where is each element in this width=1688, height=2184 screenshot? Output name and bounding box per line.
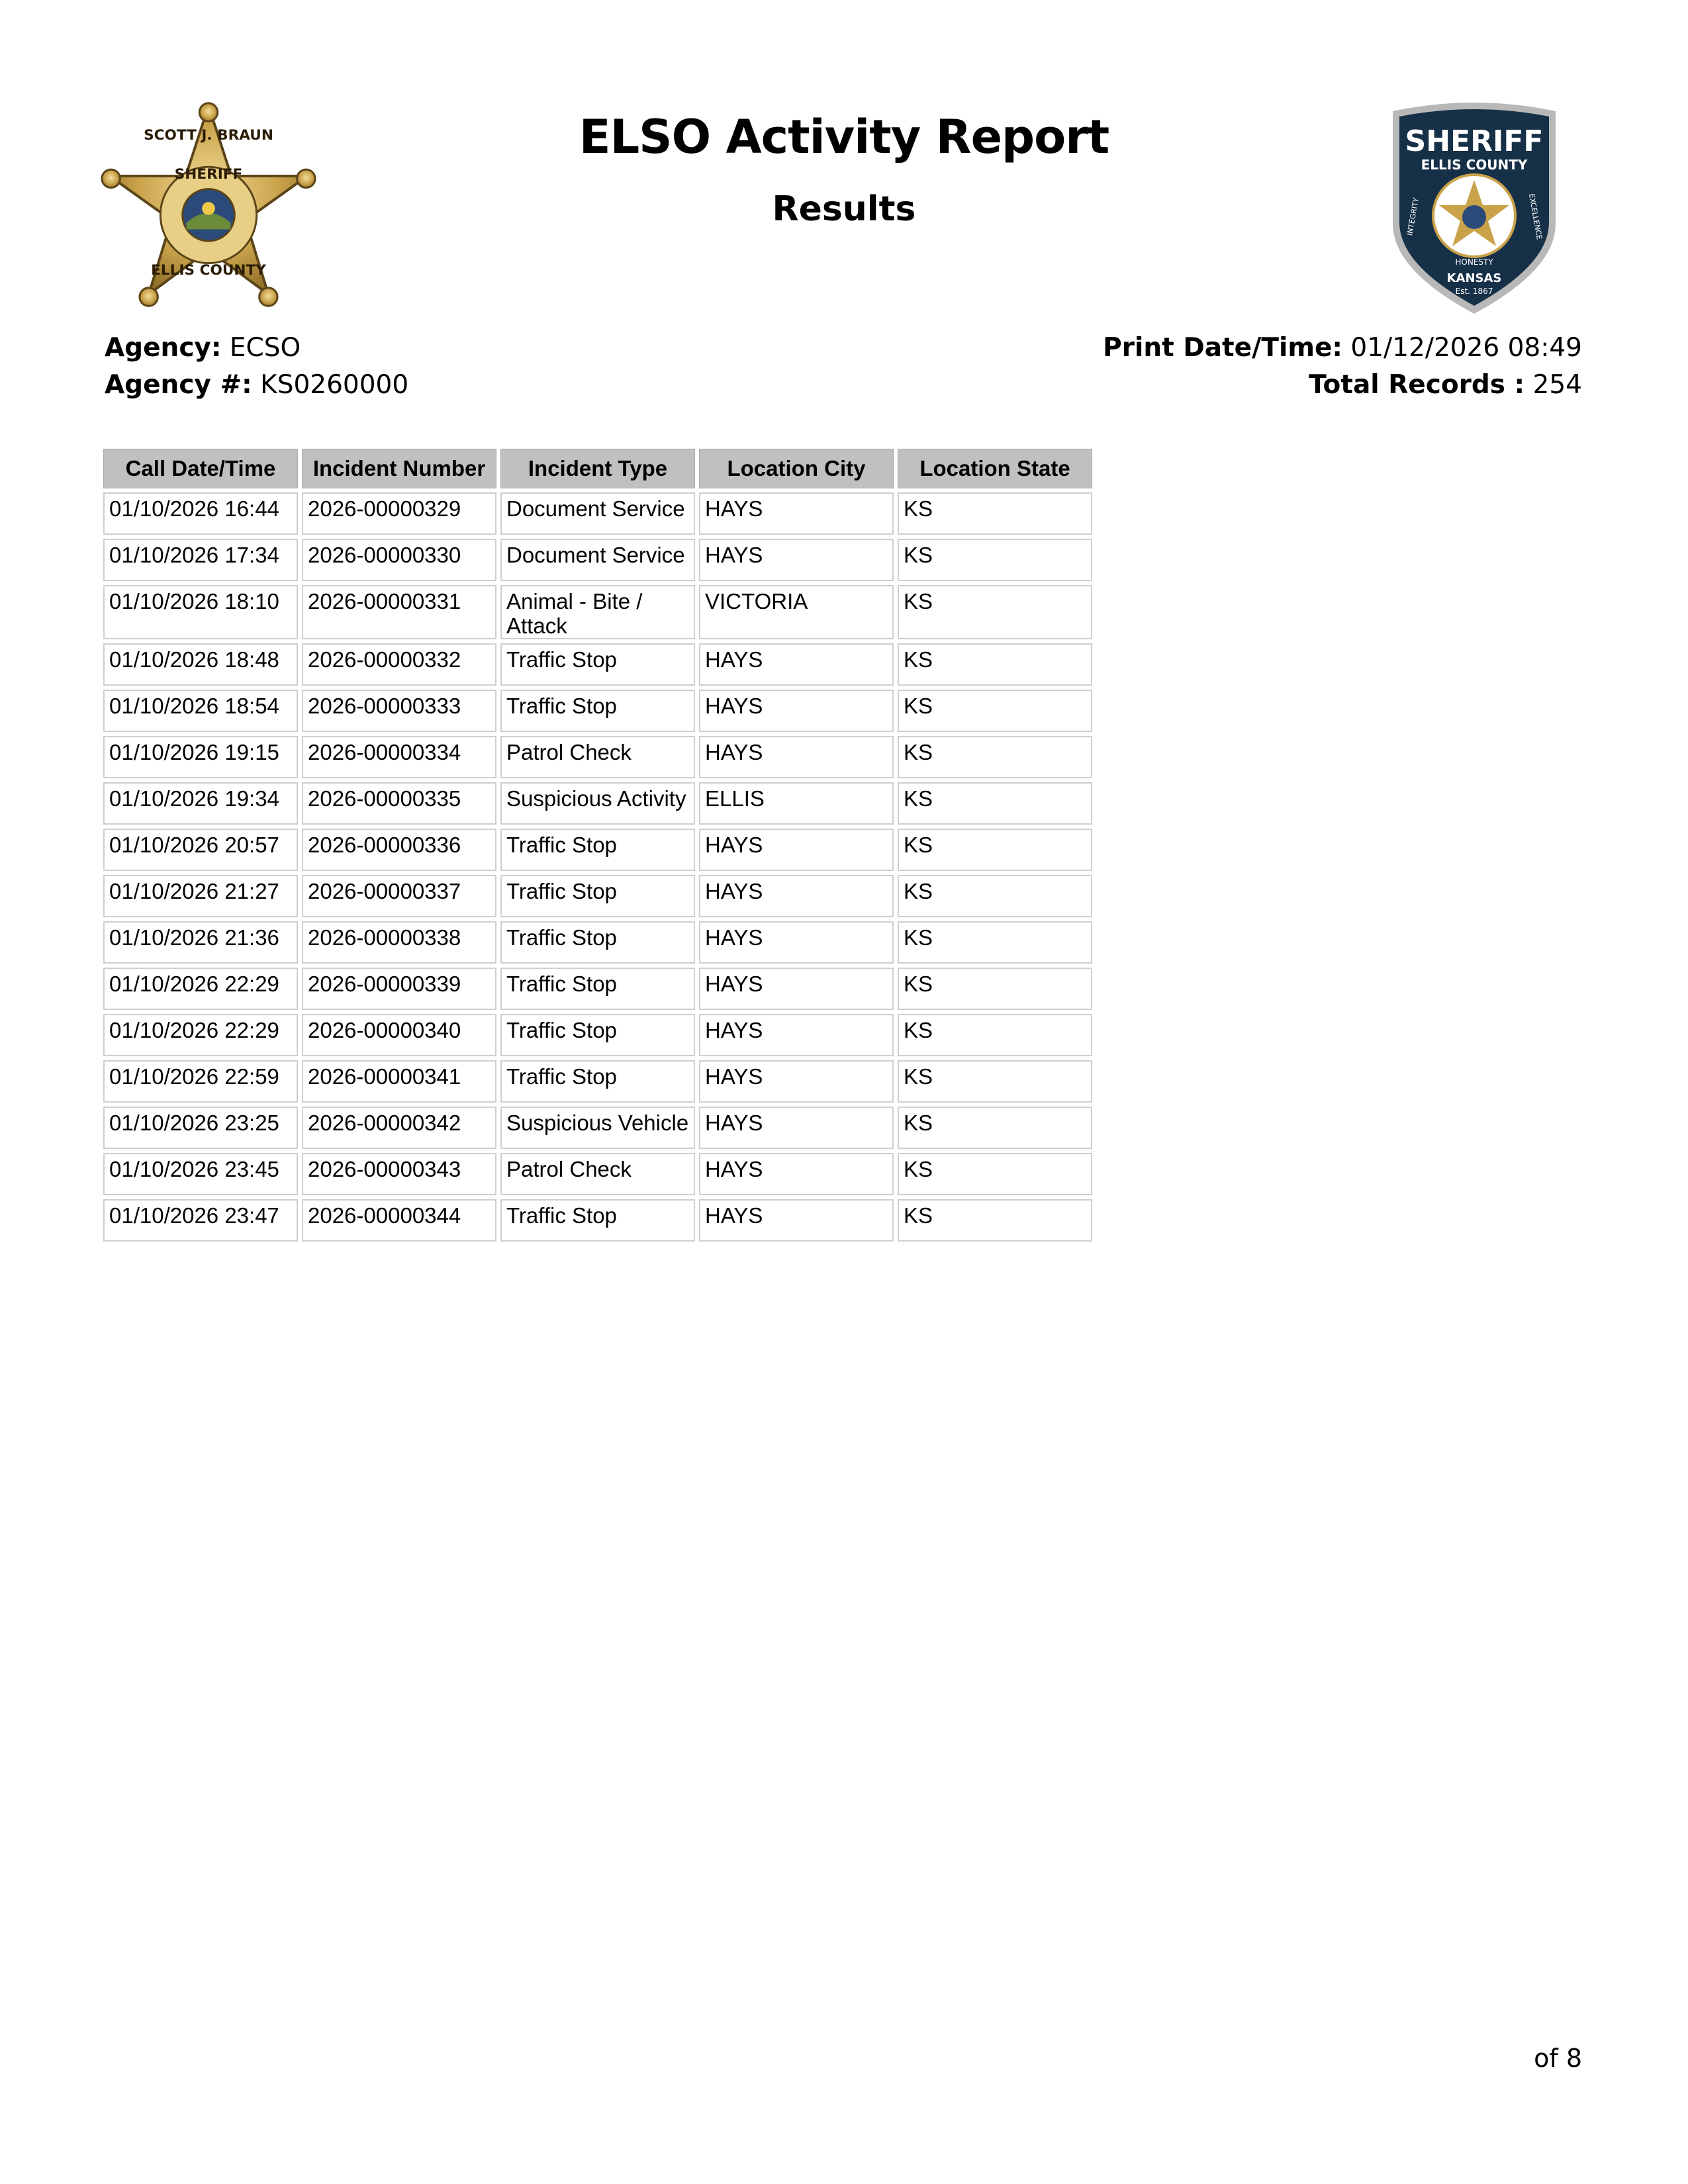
table-row	[103, 492, 1092, 535]
cell-incident-number: 2026-00000337	[302, 875, 496, 917]
cell-call-date: 01/10/2026 16:44	[103, 492, 298, 535]
column-header-incident-type: Incident Type	[500, 449, 695, 488]
table-row	[103, 1060, 1092, 1103]
cell-call-date: 01/10/2026 23:25	[103, 1107, 298, 1149]
cell-call-date: 01/10/2026 21:27	[103, 875, 298, 917]
agency-line	[105, 330, 408, 367]
badge-text-left: INTEGRITY	[1405, 197, 1421, 237]
badge-text-bottom: HONESTY	[1455, 257, 1493, 267]
activity-table	[99, 445, 1096, 1246]
table-row	[103, 875, 1092, 917]
star-text-top: SCOTT J. BRAUN	[144, 126, 273, 144]
cell-incident-number: 2026-00000343	[302, 1153, 496, 1195]
table-row	[103, 829, 1092, 871]
cell-incident-number: 2026-00000340	[302, 1014, 496, 1056]
cell-call-date: 01/10/2026 17:34	[103, 539, 298, 581]
cell-call-date: 01/10/2026 18:54	[103, 690, 298, 732]
cell-location-city: ELLIS	[699, 782, 894, 825]
table-row	[103, 736, 1092, 778]
cell-location-city: HAYS	[699, 829, 894, 871]
cell-location-city: HAYS	[699, 921, 894, 964]
cell-incident-type: Document Service	[500, 492, 695, 535]
cell-incident-type: Suspicious Vehicle	[500, 1107, 695, 1149]
cell-incident-type: Traffic Stop	[500, 921, 695, 964]
cell-location-state: KS	[898, 1107, 1092, 1149]
cell-location-state: KS	[898, 736, 1092, 778]
cell-location-state: KS	[898, 492, 1092, 535]
cell-location-state: KS	[898, 782, 1092, 825]
cell-location-city: HAYS	[699, 539, 894, 581]
cell-location-state: KS	[898, 539, 1092, 581]
table-row	[103, 643, 1092, 686]
total-records-label: Total Records :	[1309, 370, 1525, 400]
cell-call-date: 01/10/2026 22:29	[103, 1014, 298, 1056]
cell-incident-number: 2026-00000341	[302, 1060, 496, 1103]
table-row	[103, 585, 1092, 639]
cell-call-date: 01/10/2026 18:10	[103, 585, 298, 639]
cell-incident-number: 2026-00000329	[302, 492, 496, 535]
cell-incident-number: 2026-00000334	[302, 736, 496, 778]
cell-location-city: HAYS	[699, 492, 894, 535]
badge-text-sheriff: SHERIFF	[1405, 124, 1544, 158]
agency-value: ECSO	[221, 333, 301, 363]
agency-number-value: KS0260000	[252, 370, 409, 400]
cell-location-state: KS	[898, 585, 1092, 639]
total-records-line	[1103, 367, 1582, 404]
cell-location-state: KS	[898, 690, 1092, 732]
table-row	[103, 1107, 1092, 1149]
star-text-mid: SHERIFF	[174, 165, 243, 183]
print-date-line	[1103, 330, 1582, 367]
cell-location-city: HAYS	[699, 643, 894, 686]
column-header-location-city: Location City	[699, 449, 894, 488]
cell-location-city: HAYS	[699, 1014, 894, 1056]
cell-location-city: VICTORIA	[699, 585, 894, 639]
cell-incident-type: Suspicious Activity	[500, 782, 695, 825]
cell-location-city: HAYS	[699, 1107, 894, 1149]
agency-label: Agency:	[105, 333, 222, 363]
table-row	[103, 1153, 1092, 1195]
cell-incident-number: 2026-00000338	[302, 921, 496, 964]
report-title: ELSO Activity Report	[579, 110, 1109, 164]
cell-incident-type: Traffic Stop	[500, 829, 695, 871]
cell-location-state: KS	[898, 1153, 1092, 1195]
cell-call-date: 01/10/2026 22:29	[103, 968, 298, 1010]
cell-call-date: 01/10/2026 23:47	[103, 1199, 298, 1242]
cell-location-state: KS	[898, 1014, 1092, 1056]
cell-location-city: HAYS	[699, 736, 894, 778]
total-records-value: 254	[1524, 370, 1582, 400]
report-subtitle: Results	[772, 189, 916, 229]
table-row	[103, 1014, 1092, 1056]
table-row	[103, 539, 1092, 581]
cell-call-date: 01/10/2026 19:15	[103, 736, 298, 778]
cell-incident-type: Traffic Stop	[500, 690, 695, 732]
badge-text-right: EXCELLENCE	[1526, 193, 1544, 241]
badge-text-state: KANSAS	[1446, 271, 1502, 285]
cell-incident-type: Patrol Check	[500, 1153, 695, 1195]
badge-text-county: ELLIS COUNTY	[1421, 157, 1528, 173]
cell-incident-number: 2026-00000333	[302, 690, 496, 732]
cell-location-state: KS	[898, 1060, 1092, 1103]
cell-incident-type: Animal - Bite / Attack	[500, 585, 695, 639]
cell-incident-type: Traffic Stop	[500, 875, 695, 917]
cell-call-date: 01/10/2026 20:57	[103, 829, 298, 871]
cell-location-city: HAYS	[699, 690, 894, 732]
cell-incident-number: 2026-00000336	[302, 829, 496, 871]
table-row	[103, 690, 1092, 732]
cell-incident-number: 2026-00000339	[302, 968, 496, 1010]
cell-location-city: HAYS	[699, 1199, 894, 1242]
badge-text-est: Est. 1867	[1455, 287, 1493, 296]
cell-incident-type: Patrol Check	[500, 736, 695, 778]
cell-location-city: HAYS	[699, 968, 894, 1010]
cell-call-date: 01/10/2026 23:45	[103, 1153, 298, 1195]
cell-location-city: HAYS	[699, 1060, 894, 1103]
print-date-value: 01/12/2026 08:49	[1342, 333, 1582, 363]
cell-call-date: 01/10/2026 19:34	[103, 782, 298, 825]
cell-location-state: KS	[898, 643, 1092, 686]
agency-info	[105, 330, 408, 404]
agency-number-line	[105, 367, 408, 404]
cell-incident-type: Traffic Stop	[500, 968, 695, 1010]
table-row	[103, 968, 1092, 1010]
table-header-row	[103, 449, 1092, 488]
cell-incident-number: 2026-00000344	[302, 1199, 496, 1242]
cell-location-state: KS	[898, 968, 1092, 1010]
cell-incident-type: Document Service	[500, 539, 695, 581]
cell-call-date: 01/10/2026 21:36	[103, 921, 298, 964]
cell-incident-type: Traffic Stop	[500, 1060, 695, 1103]
cell-incident-type: Traffic Stop	[500, 643, 695, 686]
cell-location-state: KS	[898, 921, 1092, 964]
column-header-call-date: Call Date/Time	[103, 449, 298, 488]
cell-incident-number: 2026-00000335	[302, 782, 496, 825]
cell-incident-number: 2026-00000330	[302, 539, 496, 581]
cell-location-state: KS	[898, 1199, 1092, 1242]
agency-number-label: Agency #:	[105, 370, 252, 400]
table-row	[103, 1199, 1092, 1242]
table-row	[103, 921, 1092, 964]
column-header-location-state: Location State	[898, 449, 1092, 488]
cell-incident-type: Traffic Stop	[500, 1014, 695, 1056]
cell-call-date: 01/10/2026 22:59	[103, 1060, 298, 1103]
cell-incident-number: 2026-00000331	[302, 585, 496, 639]
cell-location-state: KS	[898, 875, 1092, 917]
cell-incident-number: 2026-00000332	[302, 643, 496, 686]
print-date-label: Print Date/Time:	[1103, 333, 1343, 363]
cell-location-city: HAYS	[699, 875, 894, 917]
cell-location-state: KS	[898, 829, 1092, 871]
table-row	[103, 782, 1092, 825]
print-info	[1103, 330, 1582, 404]
cell-incident-number: 2026-00000342	[302, 1107, 496, 1149]
cell-incident-type: Traffic Stop	[500, 1199, 695, 1242]
cell-location-city: HAYS	[699, 1153, 894, 1195]
cell-call-date: 01/10/2026 18:48	[103, 643, 298, 686]
star-text-bottom: ELLIS COUNTY	[151, 262, 266, 279]
column-header-incident-number: Incident Number	[302, 449, 496, 488]
page-number: of 8	[1534, 2044, 1582, 2073]
